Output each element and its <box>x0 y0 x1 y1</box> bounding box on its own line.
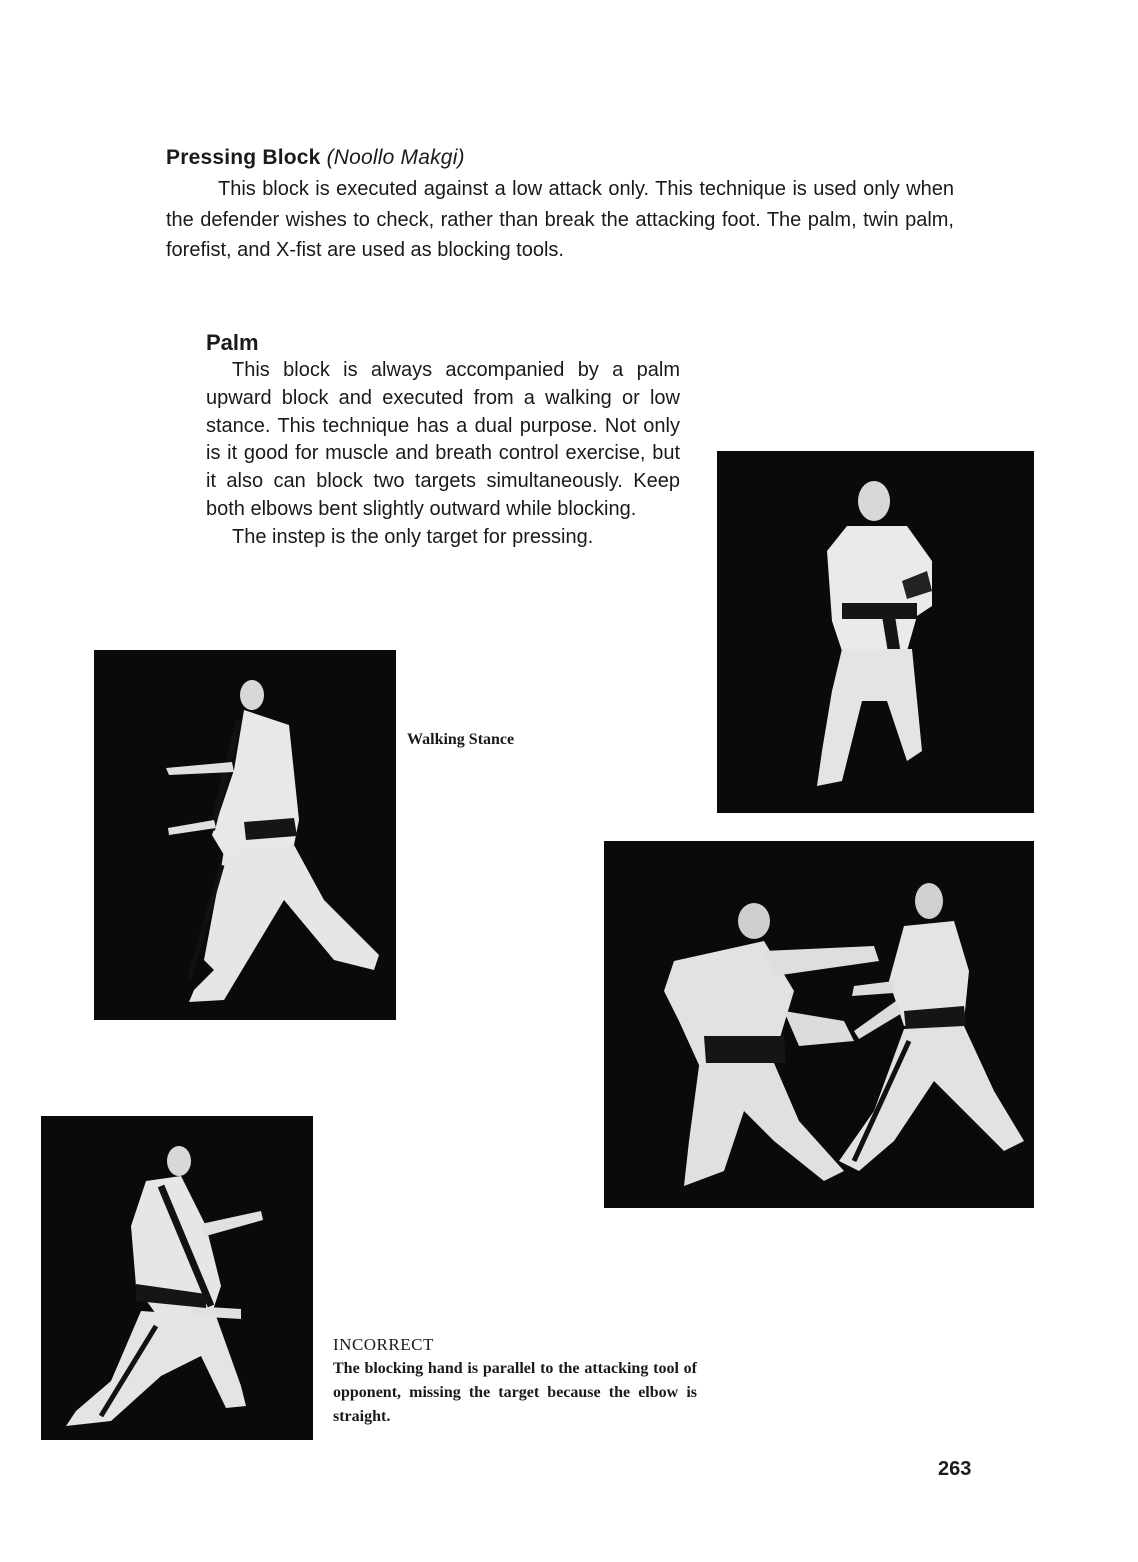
subsection-paragraph <box>206 357 680 524</box>
section-title: Pressing Block <box>166 146 321 169</box>
page-number: 263 <box>938 1458 972 1480</box>
section-intro-paragraph <box>166 174 954 266</box>
section-heading <box>166 146 465 170</box>
front-stance-photo <box>717 451 1034 813</box>
section-intro-text: This block is executed against a low attack only. This technique is used only when the defender wishes to check, rather than break the attacking foot. The palm, twin palm, forefist, and X-fist are used as blocking tools. <box>166 178 954 261</box>
figure-silhouette-icon <box>604 841 1034 1208</box>
incorrect-photo <box>41 1116 313 1440</box>
walking-stance-caption: Walking Stance <box>407 731 515 748</box>
walking-stance-photo <box>94 650 396 1020</box>
paragraph-text: The instep is the only target for pressing. <box>232 525 594 548</box>
figure-silhouette-icon <box>94 650 396 1020</box>
incorrect-caption-text: The blocking hand is parallel to the attacking tool of opponent, missing the target because the elbow is straight. <box>333 1360 697 1425</box>
subsection-body <box>206 357 680 552</box>
figure-silhouette-icon <box>41 1116 313 1440</box>
figure-silhouette-icon <box>717 451 1034 813</box>
subsection-title: Palm <box>206 330 259 355</box>
paragraph-text: This block is always accompanied by a palm upward block and executed from a walking or low stance. This technique has a dual purpose. Not only is it good for muscle and breath control exercise, but it also can block two targets simultaneously. Keep both elbows bent slightly outward while blocking. <box>206 359 680 520</box>
section-title-korean: (Noollo Makgi) <box>326 146 465 169</box>
subsection-paragraph <box>206 524 680 552</box>
application-photo <box>604 841 1034 1208</box>
incorrect-caption-title: INCORRECT <box>333 1335 434 1354</box>
